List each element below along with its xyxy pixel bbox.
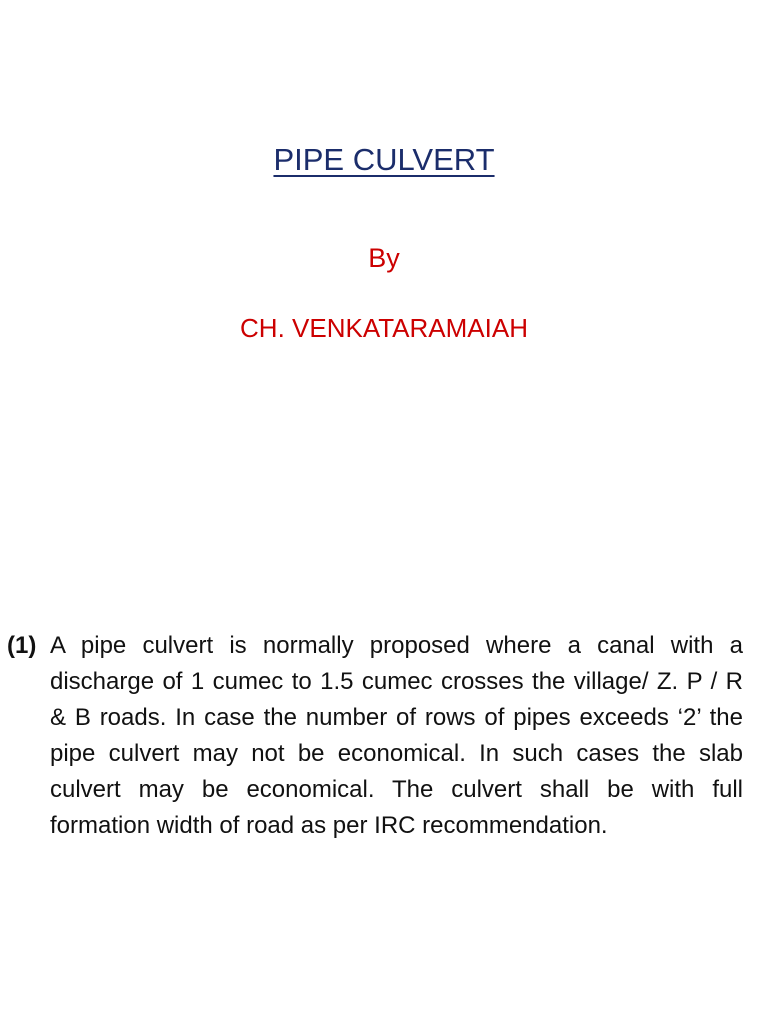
paragraph-number: (1) <box>7 632 37 659</box>
numbered-paragraph <box>7 628 743 844</box>
page-title <box>0 140 768 180</box>
by-label: By <box>368 243 400 273</box>
paragraph-text: A pipe culvert is normally proposed where a canal with a discharge of 1 cumec to 1.5 cumec crosses the village/ Z. P / R & B roads. In case the number of rows of pipes exceeds ‘2’ the pipe culvert may not be economical. In such cases the slab culvert may be economical. The culvert shall be with full formation width of road as per IRC recommendation. <box>50 632 743 839</box>
author-name: CH. VENKATARAMAIAH <box>240 313 528 343</box>
page-title-text: PIPE CULVERT <box>273 142 495 177</box>
